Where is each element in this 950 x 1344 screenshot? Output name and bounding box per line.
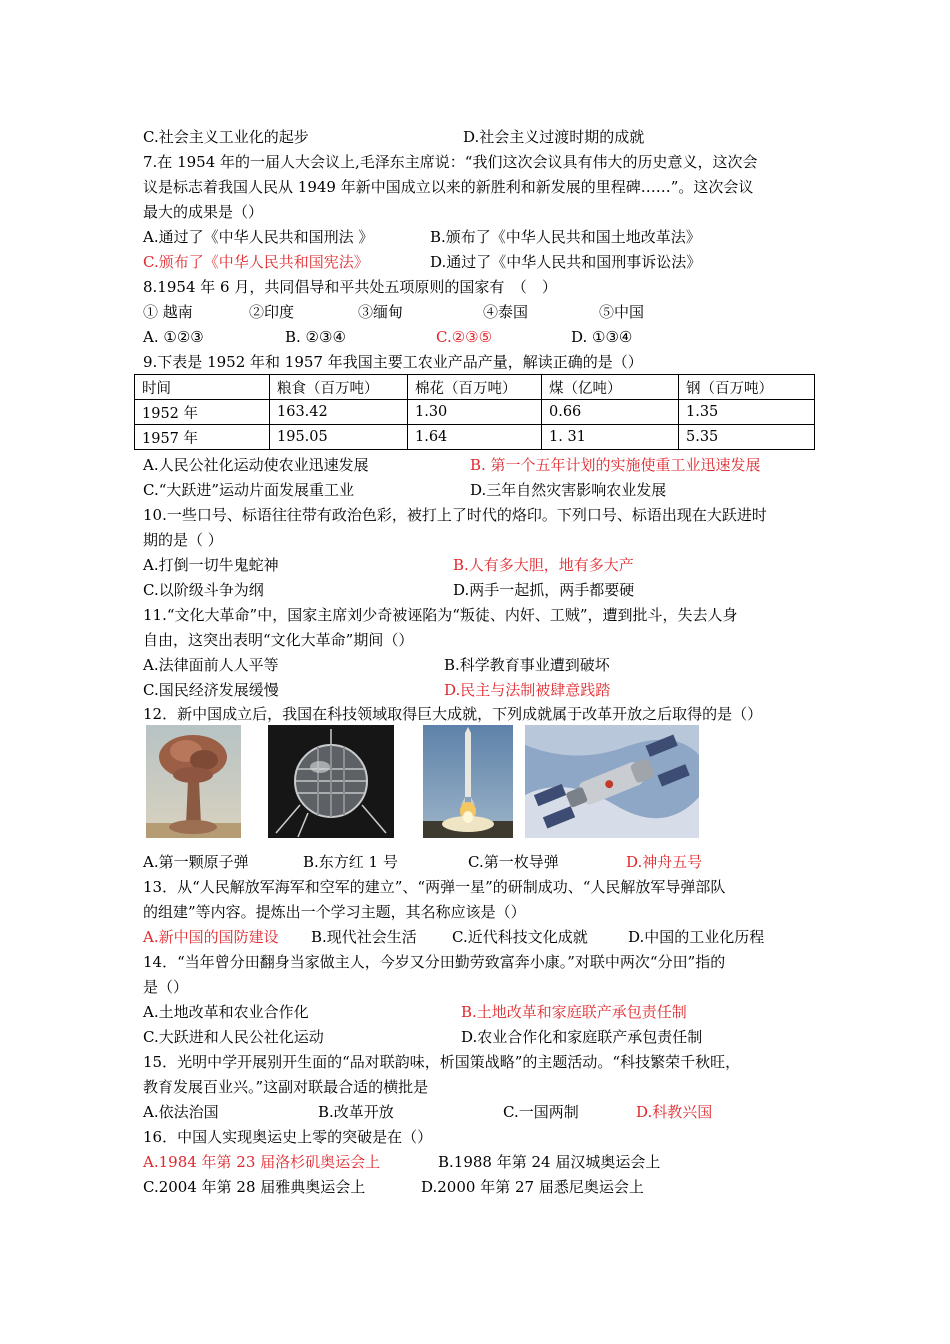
q8-option-d: D. ①③④ [571,328,633,346]
q8-country-2: ②印度 [249,303,295,321]
q11-option-d-answer: D.民主与法制被肆意践踏 [444,681,611,699]
q10-option-c: C.以阶级斗争为纲 [143,581,264,599]
q9-option-b-answer: B. 第一个五年计划的实施使重工业迅速发展 [470,456,761,474]
q14-option-a: A.土地改革和农业合作化 [143,1003,309,1021]
q12-option-d-answer: D.神舟五号 [626,853,703,871]
table-header: 棉花（百万吨） [408,375,542,400]
q10-option-d: D.两手一起抓，两手都要硬 [453,581,635,599]
question-10-line-1: 10.一些口号、标语往往带有政治色彩，被打上了时代的烙印。下列口号、标语出现在大跃进时 [143,506,767,524]
question-7-line-3: 最大的成果是（） [143,203,264,221]
q11-option-a: A.法律面前人人平等 [143,656,279,674]
table-row [135,425,815,450]
q11-option-b: B.科学教育事业遭到破坏 [444,656,610,674]
q12-option-b: B.东方红 1 号 [303,853,398,871]
table-cell: 1952 年 [135,400,270,425]
question-7-line-1: 7.在 1954 年的一届人大会议上,毛泽东主席说：“我们这次会议具有伟大的历史意义，这次会 [143,153,758,171]
table-header: 煤（亿吨） [542,375,679,400]
missile-photo [423,725,513,838]
q15-option-c: C.一国两制 [503,1103,579,1121]
q8-country-1: ① 越南 [143,303,193,321]
table-cell: 0.66 [542,400,679,425]
table-cell: 1.35 [679,400,815,425]
q7-option-c-answer: C.颁布了《中华人民共和国宪法》 [143,253,369,271]
table-cell: 195.05 [270,425,408,450]
question-9: 9.下表是 1952 年和 1957 年我国主要工农业产品产量，解读正确的是（） [143,353,643,371]
question-15-line-2: 教育发展百业兴。”这副对联最合适的横批是 [143,1078,429,1096]
q16-option-b: B.1988 年第 24 届汉城奥运会上 [438,1153,661,1171]
q10-option-a: A.打倒一切牛鬼蛇神 [143,556,279,574]
q7-option-b: B.颁布了《中华人民共和国土地改革法》 [430,228,701,246]
q12-option-c: C.第一枚导弹 [468,853,559,871]
q14-option-b-answer: B.土地改革和家庭联产承包责任制 [461,1003,687,1021]
question-12: 12．新中国成立后，我国在科技领域取得巨大成就，下列成就属于改革开放之后取得的是（） [143,705,763,723]
q11-option-c: C.国民经济发展缓慢 [143,681,279,699]
question-10-line-2: 期的是（ ） [143,531,223,549]
q16-option-c: C.2004 年第 28 届雅典奥运会上 [143,1178,366,1196]
question-14-line-2: 是（） [143,978,189,996]
table-cell: 1.64 [408,425,542,450]
question-11-line-1: 11.“文化大革命”中，国家主席刘少奇被诬陷为“叛徒、内奸、工贼”，遭到批斗，失去人身 [143,606,738,624]
q16-option-d: D.2000 年第 27 届悉尼奥运会上 [421,1178,644,1196]
q15-option-b: B.改革开放 [318,1103,394,1121]
q9-option-c: C.“大跃进”运动片面发展重工业 [143,481,355,499]
table-row [135,400,815,425]
option-d: D.社会主义过渡时期的成就 [463,128,645,146]
option-c: C.社会主义工业化的起步 [143,128,309,146]
question-7-line-2: 议是标志着我国人民从 1949 年新中国成立以来的新胜利和新发展的里程碑……”。这次会议 [143,178,754,196]
table-cell: 1.30 [408,400,542,425]
q8-option-b: B. ②③④ [285,328,346,346]
question-11-line-2: 自由，这突出表明“文化大革命”期间（） [143,631,414,649]
q10-option-b-answer: B.人有多大胆，地有多大产 [453,556,634,574]
table-header-row [135,375,815,400]
q13-option-a-answer: A.新中国的国防建设 [143,928,279,946]
table-header: 时间 [135,375,270,400]
q7-option-d: D.通过了《中华人民共和国刑事诉讼法》 [430,253,702,271]
q16-option-a-answer: A.1984 年第 23 届洛杉矶奥运会上 [143,1153,381,1171]
question-15-line-1: 15．光明中学开展别开生面的“品对联韵味，析国策战略”的主题活动。“科技繁荣千秋旺， [143,1053,741,1071]
q8-country-3: ③缅甸 [358,303,404,321]
q9-option-a: A.人民公社化运动使农业迅速发展 [143,456,369,474]
q8-option-a: A. ①②③ [143,328,204,346]
q7-option-a: A.通过了《中华人民共和国刑法 》 [143,228,374,246]
table-header: 粮食（百万吨） [270,375,408,400]
q13-option-c: C.近代科技文化成就 [452,928,588,946]
table-header: 钢（百万吨） [679,375,815,400]
table-cell: 1. 31 [542,425,679,450]
question-14-line-1: 14．“当年曾分田翻身当家做主人，今岁又分田勤劳致富奔小康。”对联中两次“分田”指的 [143,953,726,971]
q8-country-4: ④泰国 [483,303,529,321]
q13-option-b: B.现代社会生活 [311,928,417,946]
satellite-photo [268,725,394,838]
table-cell: 163.42 [270,400,408,425]
q13-option-d: D.中国的工业化历程 [628,928,765,946]
q12-option-a: A.第一颗原子弹 [143,853,249,871]
production-table [134,374,815,450]
q15-option-a: A.依法治国 [143,1103,219,1121]
q9-option-d: D.三年自然灾害影响农业发展 [470,481,667,499]
table-cell: 5.35 [679,425,815,450]
q8-country-5: ⑤中国 [599,303,645,321]
table-cell: 1957 年 [135,425,270,450]
q8-option-c-answer: C.②③⑤ [436,328,493,346]
q14-option-c: C.大跃进和人民公社化运动 [143,1028,324,1046]
q15-option-d-answer: D.科教兴国 [636,1103,713,1121]
question-8: 8.1954 年 6 月，共同倡导和平共处五项原则的国家有 （ ） [143,278,557,296]
question-13-line-2: 的组建”等内容。提炼出一个学习主题，其名称应该是（） [143,903,526,921]
question-13-line-1: 13．从“人民解放军海军和空军的建立”、“两弹一星”的研制成功、“人民解放军导弹部队 [143,878,726,896]
shenzhou-spacecraft-photo [525,725,699,838]
question-16: 16．中国人实现奥运史上零的突破是在（） [143,1128,433,1146]
q14-option-d: D.农业合作化和家庭联产承包责任制 [461,1028,703,1046]
atomic-bomb-photo [146,725,241,838]
